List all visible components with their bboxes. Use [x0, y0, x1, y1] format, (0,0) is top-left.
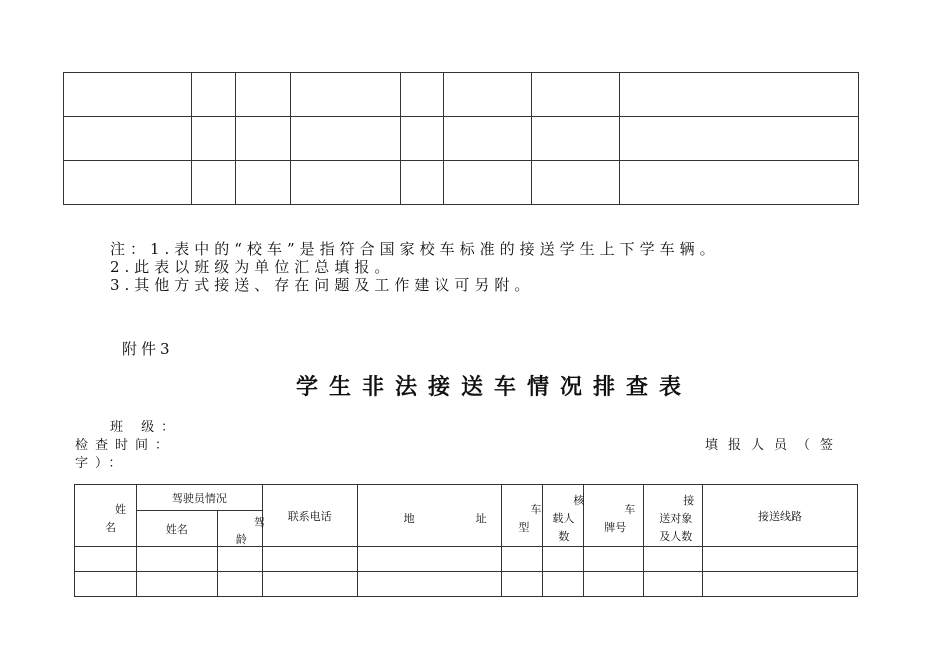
table-cell[interactable] [235, 117, 290, 161]
header-plate [584, 485, 644, 547]
header-target-top: 接 [683, 494, 695, 507]
table-cell[interactable] [444, 161, 532, 205]
table-cell[interactable] [620, 73, 859, 117]
table-cell[interactable] [400, 73, 444, 117]
table-cell[interactable] [644, 572, 703, 597]
table-cell[interactable] [136, 547, 217, 572]
table-cell[interactable] [584, 572, 644, 597]
form-title: 学生非法接送车情况排查表 [296, 374, 693, 400]
table-cell[interactable] [444, 117, 532, 161]
header-capacity-top: 核 [573, 494, 585, 507]
table-cell[interactable] [262, 547, 357, 572]
table-row [64, 117, 859, 161]
table-cell[interactable] [64, 117, 192, 161]
top-table [63, 72, 859, 205]
header-driver-age [217, 511, 265, 547]
table-row [64, 73, 859, 117]
header-name [75, 485, 137, 547]
header-address-left: 地 [403, 512, 415, 525]
table-cell[interactable] [191, 73, 235, 117]
header-car-type-bottom: 型 [518, 521, 530, 534]
note-line-2: 2.此表以班级为单位汇总填报。 [110, 258, 395, 276]
header-phone: 联系电话 [262, 485, 357, 547]
table-cell[interactable] [532, 161, 620, 205]
class-label: 班 级： [110, 420, 182, 435]
header-car-type [502, 485, 543, 547]
table-cell[interactable] [290, 73, 400, 117]
filler-label: 填报人员（签 [705, 438, 844, 453]
header-row [75, 485, 858, 511]
header-driver-name: 姓名 [136, 511, 217, 547]
header-address-right: 址 [475, 512, 487, 525]
header-target-mid: 送对象 [659, 512, 693, 525]
table-cell[interactable] [444, 73, 532, 117]
table-cell[interactable] [217, 547, 262, 572]
table-cell[interactable] [543, 547, 584, 572]
table-cell[interactable] [620, 161, 859, 205]
header-driver-group: 驾驶员情况 [136, 485, 262, 511]
header-plate-top: 车 [624, 503, 636, 516]
table-cell[interactable] [191, 161, 235, 205]
table-cell[interactable] [543, 572, 584, 597]
note-line-1: 注：1.表中的“校车”是指符合国家校车标准的接送学生上下学车辆。 [110, 240, 720, 258]
header-name-bottom: 名 [105, 521, 116, 534]
table-cell[interactable] [703, 547, 858, 572]
table-cell[interactable] [290, 161, 400, 205]
table-cell[interactable] [532, 73, 620, 117]
table-cell[interactable] [400, 161, 444, 205]
table-cell[interactable] [620, 117, 859, 161]
table-cell[interactable] [532, 117, 620, 161]
header-capacity [543, 485, 584, 547]
sign-suffix: 字）： [75, 456, 129, 471]
header-capacity-bottom: 数 [558, 530, 570, 543]
table-row [64, 161, 859, 205]
header-driver-age-top: 驾 [253, 516, 265, 529]
table-cell[interactable] [644, 547, 703, 572]
table-cell[interactable] [191, 117, 235, 161]
table-row [75, 547, 858, 572]
header-route: 接送线路 [703, 485, 858, 547]
survey-table [74, 484, 858, 597]
table-cell[interactable] [357, 572, 502, 597]
table-cell[interactable] [64, 161, 192, 205]
header-capacity-mid: 载人 [552, 512, 575, 525]
attachment-label: 附件3 [122, 340, 174, 358]
table-cell[interactable] [357, 547, 502, 572]
header-name-top: 姓 [115, 503, 126, 516]
header-address [357, 485, 502, 547]
table-cell[interactable] [703, 572, 858, 597]
table-row [75, 572, 858, 597]
check-time-label: 检查时间： [75, 438, 176, 453]
table-cell[interactable] [75, 547, 137, 572]
table-cell[interactable] [136, 572, 217, 597]
table-cell[interactable] [64, 73, 192, 117]
table-cell[interactable] [235, 161, 290, 205]
table-cell[interactable] [290, 117, 400, 161]
table-cell[interactable] [262, 572, 357, 597]
table-cell[interactable] [502, 572, 543, 597]
header-target-bottom: 及人数 [659, 530, 693, 543]
header-driver-age-bottom: 龄 [235, 533, 247, 546]
header-target [644, 485, 703, 547]
table-cell[interactable] [235, 73, 290, 117]
note-line-3: 3.其他方式接送、存在问题及工作建议可另附。 [110, 276, 535, 294]
header-plate-bottom: 牌号 [604, 521, 627, 534]
table-cell[interactable] [217, 572, 262, 597]
table-cell[interactable] [400, 117, 444, 161]
table-cell[interactable] [584, 547, 644, 572]
table-cell[interactable] [75, 572, 137, 597]
table-cell[interactable] [502, 547, 543, 572]
header-car-type-top: 车 [530, 503, 542, 516]
